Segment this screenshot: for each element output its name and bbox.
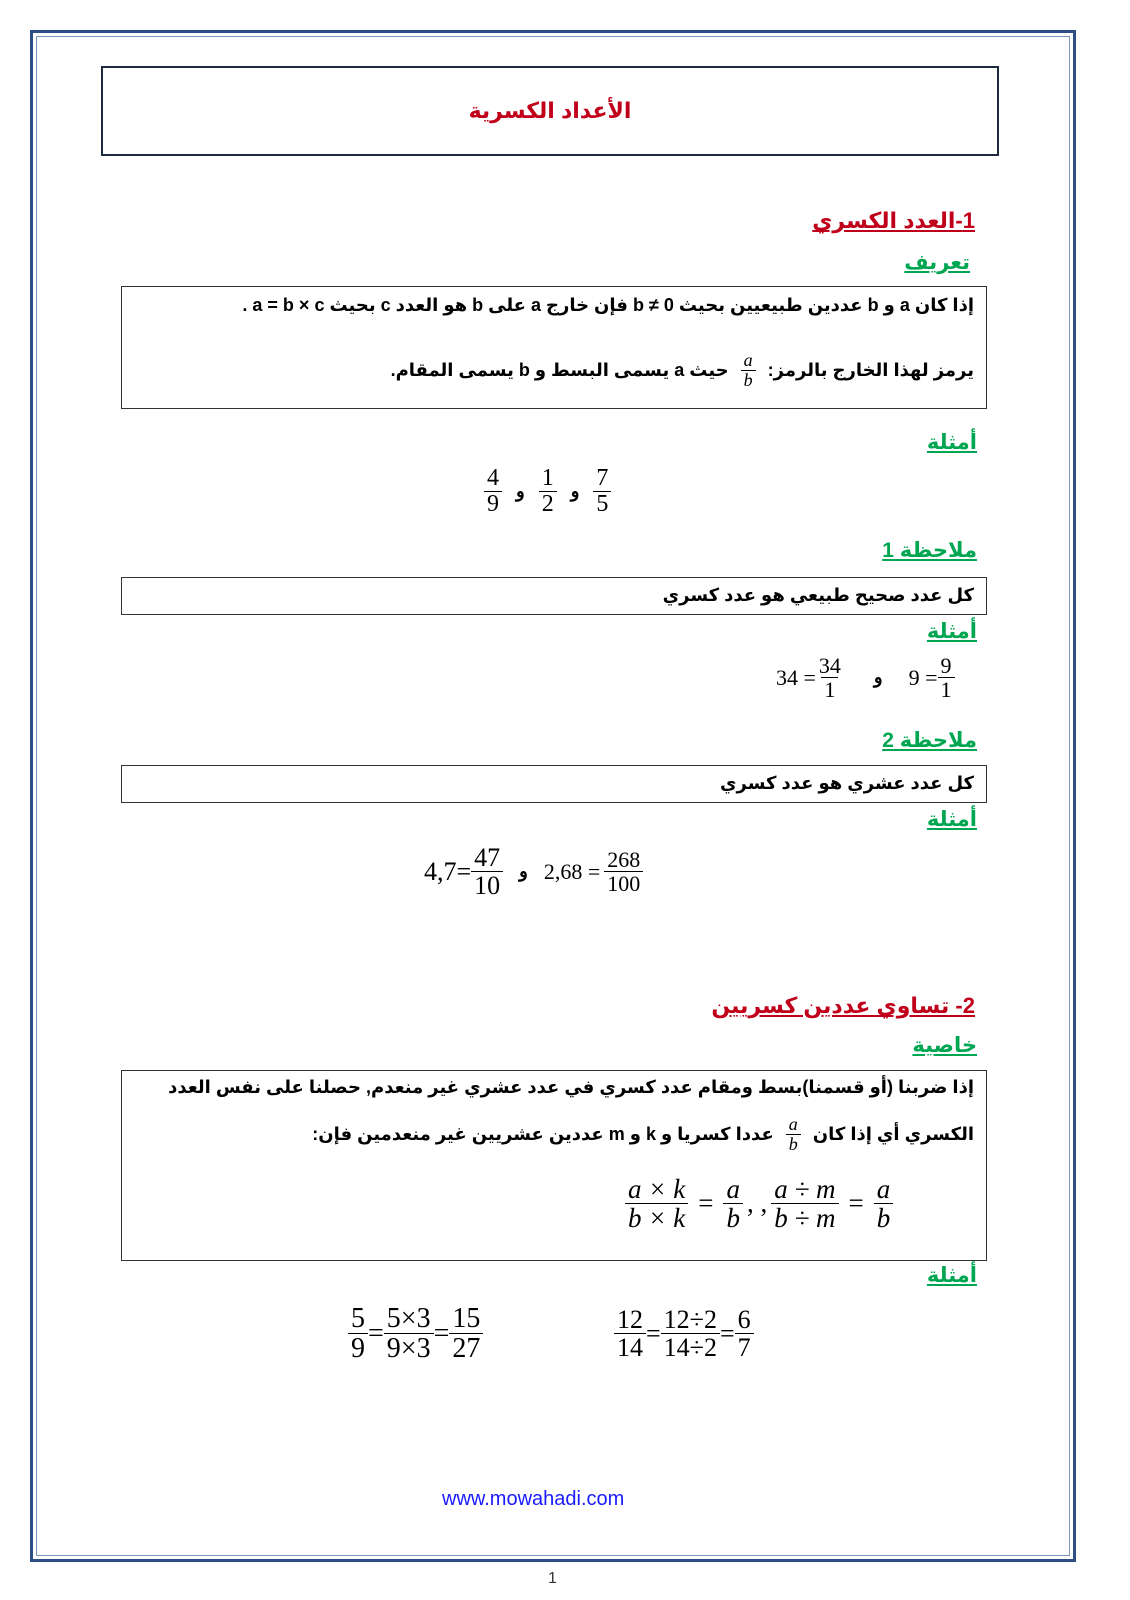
note1-ex2-denominator: 1: [821, 677, 838, 701]
formula-f1-denominator: b × k: [625, 1203, 688, 1232]
note1-ex1-lhs: 9 =: [908, 664, 938, 690]
formula-f3-numerator: a ÷ m: [774, 1174, 836, 1204]
formula-fraction-2: [723, 1175, 743, 1233]
examples-label-3: أمثلة: [926, 808, 977, 831]
left-c-numerator: 15: [452, 1303, 481, 1334]
examples-label-1: أمثلة: [926, 431, 977, 454]
and-word: و: [516, 481, 525, 502]
equals-sign: =: [433, 1317, 450, 1349]
page-number: 1: [548, 1570, 557, 1587]
note2-ex1-denominator: 100: [604, 871, 643, 895]
property-label: خاصية: [912, 1034, 977, 1057]
example-1-denominator: 5: [593, 491, 611, 517]
page-title: الأعداد الكسرية: [468, 98, 632, 123]
note1-ex2-numerator: 34: [818, 653, 841, 678]
example-2-numerator: 1: [541, 465, 554, 491]
property-line2-prefix: الكسري أي إذا كان: [812, 1123, 974, 1144]
right-fraction-c: [735, 1306, 754, 1362]
note2-ex2-numerator: 47: [474, 843, 501, 872]
property-symbol-denominator: b: [786, 1134, 801, 1154]
right-a-denominator: 14: [614, 1333, 646, 1361]
symbol-denominator: b: [741, 370, 756, 390]
note1-box: [121, 577, 987, 615]
formula-f3-denominator: b ÷ m: [771, 1203, 838, 1232]
definition-box: [121, 286, 987, 409]
definition-label: تعريف: [904, 251, 970, 274]
formula-f4-numerator: a: [876, 1174, 891, 1204]
property-line2-suffix: عددا كسريا و k و m عددين عشريين غير منعدمين فإن:: [312, 1123, 774, 1144]
right-fraction-a: [614, 1306, 646, 1362]
and-word: و: [873, 667, 883, 688]
note2-ex2-lhs: 4,7=: [424, 856, 472, 886]
note2-ex1-fraction: [604, 848, 643, 895]
right-b-denominator: 14÷2: [661, 1333, 720, 1361]
left-b-numerator: 5×3: [386, 1303, 431, 1334]
example-1-numerator: 7: [596, 465, 609, 491]
and-word: و: [570, 481, 580, 502]
formula-fraction-3: [771, 1175, 838, 1233]
definition-line2-prefix: يرمز لهذا الخارج بالرمز:: [767, 359, 974, 380]
note2-box: [121, 765, 987, 803]
examples-label-2: أمثلة: [926, 620, 977, 643]
note2-ex2-denominator: 10: [471, 871, 503, 899]
property-formula: [625, 1175, 893, 1233]
section1-heading: 1-العدد الكسري: [812, 208, 975, 233]
left-a-numerator: 5: [351, 1303, 365, 1334]
left-fraction-a: [348, 1304, 368, 1364]
note1-ex1-fraction: [938, 654, 955, 701]
right-b-numerator: 12÷2: [663, 1305, 717, 1334]
formula-f1-numerator: a × k: [628, 1174, 686, 1204]
note2-examples: [424, 844, 643, 900]
formula-f4-denominator: b: [874, 1203, 894, 1232]
left-c-denominator: 27: [449, 1333, 483, 1363]
formula-f2-denominator: b: [723, 1203, 743, 1232]
property-symbol-fraction: [786, 1115, 801, 1154]
definition-line2: [391, 351, 974, 390]
note1-text: كل عدد صحيح طبيعي هو عدد كسري: [662, 585, 974, 605]
left-fraction-c: [449, 1304, 483, 1364]
formula-fraction-4: [874, 1175, 894, 1233]
example-fraction-1: [593, 466, 611, 517]
section2-example-left: [348, 1304, 483, 1364]
symbol-fraction: [741, 351, 756, 390]
definition-line1: إذا كان a و b عددين طبيعيين بحيث 0 ≠ b فإن خارج a على b هو العدد c بحيث a = b × c .: [242, 295, 974, 315]
note2-ex1-lhs: 2,68 =: [543, 858, 601, 884]
footer-website-link[interactable]: www.mowahadi.com: [442, 1488, 625, 1510]
left-b-denominator: 9×3: [384, 1333, 434, 1363]
formula-equals: =: [698, 1188, 714, 1219]
right-fraction-b: [661, 1306, 720, 1362]
note1-examples: [776, 654, 955, 701]
equals-sign: =: [719, 1318, 735, 1348]
note1-ex2-fraction: [816, 654, 844, 701]
example-3-denominator: 9: [484, 491, 502, 517]
title-box: [101, 66, 999, 156]
note1-ex1-denominator: 1: [938, 677, 955, 701]
note1-label: ملاحظة 1: [882, 539, 977, 562]
property-box: [121, 1070, 987, 1261]
section2-heading: 2- تساوي عددين كسريين: [711, 993, 975, 1018]
right-c-numerator: 6: [737, 1305, 751, 1334]
equals-sign: =: [368, 1317, 384, 1349]
formula-fraction-1: [625, 1175, 688, 1233]
left-fraction-b: [384, 1304, 434, 1364]
example-3-numerator: 4: [487, 465, 499, 491]
example-2-denominator: 2: [539, 491, 557, 517]
formula-separator: , ,: [746, 1188, 768, 1219]
note2-ex2-fraction: [471, 844, 503, 900]
note2-ex1-numerator: 268: [607, 847, 641, 873]
property-symbol-numerator: a: [788, 1114, 798, 1134]
examples-label-4: أمثلة: [926, 1264, 977, 1287]
example-fraction-3: [484, 466, 502, 517]
note2-text: كل عدد عشري هو عدد كسري: [720, 773, 974, 793]
section2-example-right: [614, 1306, 754, 1362]
property-line1: إذا ضربنا (أو قسمنا)بسط ومقام عدد كسري في عدد عشري غير منعدم, حصلنا على نفس العدد: [168, 1077, 974, 1097]
example-fraction-2: [539, 466, 557, 517]
symbol-numerator: a: [743, 350, 753, 370]
note2-label: ملاحظة 2: [882, 729, 977, 752]
right-a-numerator: 12: [617, 1305, 643, 1334]
equals-sign: =: [646, 1318, 661, 1348]
property-line2: [312, 1115, 974, 1154]
definition-line2-suffix: حيث a يسمى البسط و b يسمى المقام.: [390, 359, 729, 380]
formula-f2-numerator: a: [726, 1174, 740, 1204]
examples-row-1: [484, 466, 611, 517]
note1-ex1-numerator: 9: [940, 653, 952, 678]
left-a-denominator: 9: [348, 1333, 368, 1363]
and-word: و: [519, 861, 528, 882]
note1-ex2-lhs: 34 =: [776, 664, 816, 690]
right-c-denominator: 7: [735, 1333, 754, 1361]
formula-equals: =: [848, 1188, 864, 1219]
